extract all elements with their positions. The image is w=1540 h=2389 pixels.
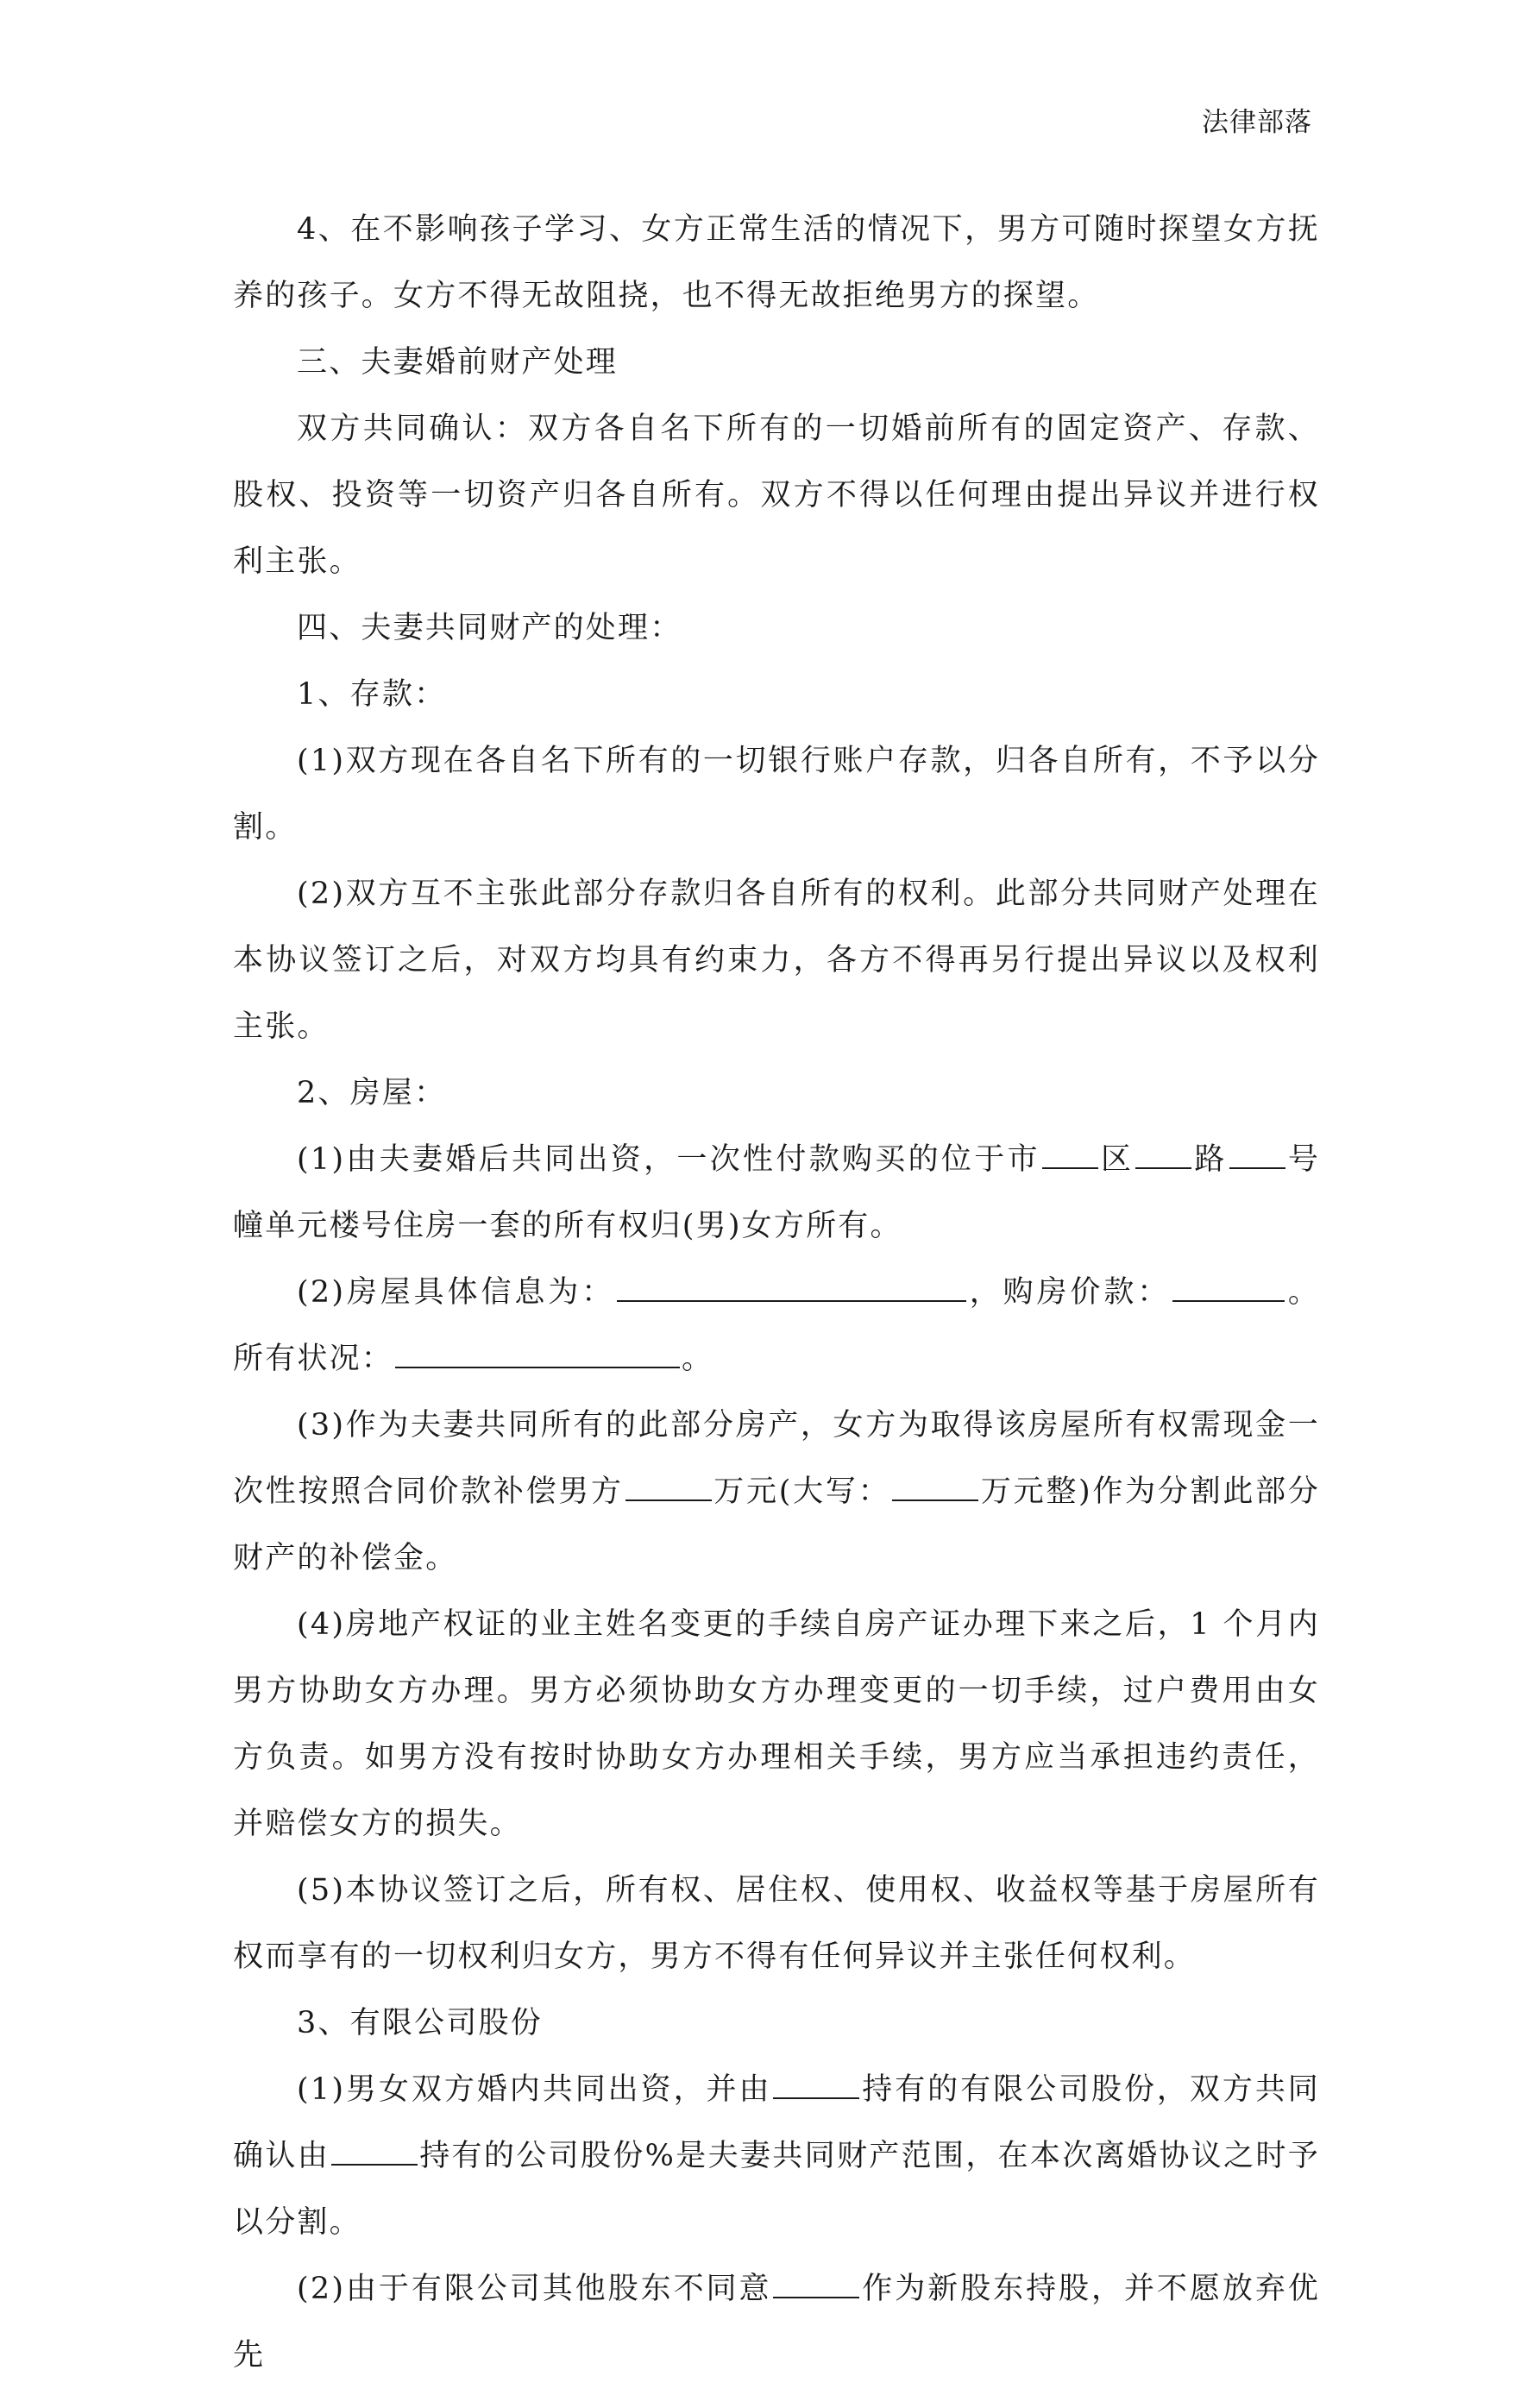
paragraph [233,2256,1320,2389]
blank-line [617,1268,966,1302]
text-segment: (1)男女双方婚内共同出资，并由 [297,2072,772,2107]
section-heading: 四、夫妻共同财产的处理： [297,611,682,645]
paragraph [233,1260,1320,1393]
text-segment: 。所有状况： [233,1275,1321,1376]
text-segment: (2)房屋具体信息为： [297,1275,616,1310]
blank-line [1229,1135,1285,1169]
blank-line [773,2065,859,2099]
text-segment: 号幢单元楼号住房一套的所有权归(男)女方所有。 [233,1142,1321,1243]
header-brand: 法律部落 [1202,107,1312,138]
text-segment: ，购房价款： [968,1275,1172,1310]
paragraph: (5)本协议签订之后，所有权、居住权、使用权、收益权等基于房屋所有权而享有的一切权利归女方，男方不得有任何异议并主张任何权利。 [233,1873,1320,1974]
subsection-heading: 1、存款： [297,677,447,712]
text-segment: 持有的有限公司股份，双方共同确认由 [233,2072,1320,2173]
blank-line [1042,1135,1098,1169]
text-segment: 。 [682,1342,714,1376]
paragraph [233,2057,1320,2256]
paragraph: 4、在不影响孩子学习、女方正常生活的情况下，男方可随时探望女方抚养的孩子。女方不得无故阻挠，也不得无故拒绝男方的探望。 [233,212,1320,313]
blank-line [625,1468,712,1501]
text-segment: (1)由夫妻婚后共同出资，一次性付款购买的位于市 [297,1142,1040,1177]
blank-line [892,1468,978,1501]
text-segment: 万元(大写： [713,1474,891,1509]
paragraph: (4)房地产权证的业主姓名变更的手续自房产证办理下来之后，1 个月内男方协助女方办理。男方必须协助女方办理变更的一切手续，过户费用由女方负责。如男方没有按时协助女方办理相关手续，男方应当承担违约责任，并赔偿女方的损失。 [233,1607,1320,1841]
text-segment: 区 [1099,1142,1135,1177]
subsection-heading: 2、房屋： [297,1076,447,1110]
paragraph: (2)双方互不主张此部分存款归各自所有的权利。此部分共同财产处理在本协议签订之后，对双方均具有约束力，各方不得再另行提出异议以及权利主张。 [233,877,1320,1044]
blank-line [773,2265,859,2298]
text-segment: (2)由于有限公司其他股东不同意 [297,2272,772,2306]
blank-line [1172,1268,1285,1302]
paragraph: (1)双方现在各自名下所有的一切银行账户存款，归各自所有，不予以分割。 [233,744,1320,845]
document-body [233,197,1320,2389]
subsection-heading: 3、有限公司股份 [297,2006,543,2040]
text-segment: 万元整)作为分割此部分财产的补偿金。 [233,1474,1321,1575]
paragraph [233,1393,1320,1592]
blank-line [331,2132,418,2166]
blank-line [395,1335,680,1368]
text-segment: 持有的公司股份%是夫妻共同财产范围，在本次离婚协议之时予以分割。 [233,2139,1320,2240]
blank-line [1135,1135,1191,1169]
paragraph [233,1127,1320,1260]
paragraph: 双方共同确认：双方各自名下所有的一切婚前所有的固定资产、存款、股权、投资等一切资产归各自所有。双方不得以任何理由提出异议并进行权利主张。 [233,412,1320,579]
text-segment: 作为新股东持股，并不愿放弃优先 [233,2272,1320,2373]
text-segment: 路 [1193,1142,1228,1177]
section-heading: 三、夫妻婚前财产处理 [297,345,619,380]
text-segment: (3)作为夫妻共同所有的此部分房产，女方为取得该房屋所有权需现金一次性按照合同价款补偿男方 [233,1408,1320,1509]
